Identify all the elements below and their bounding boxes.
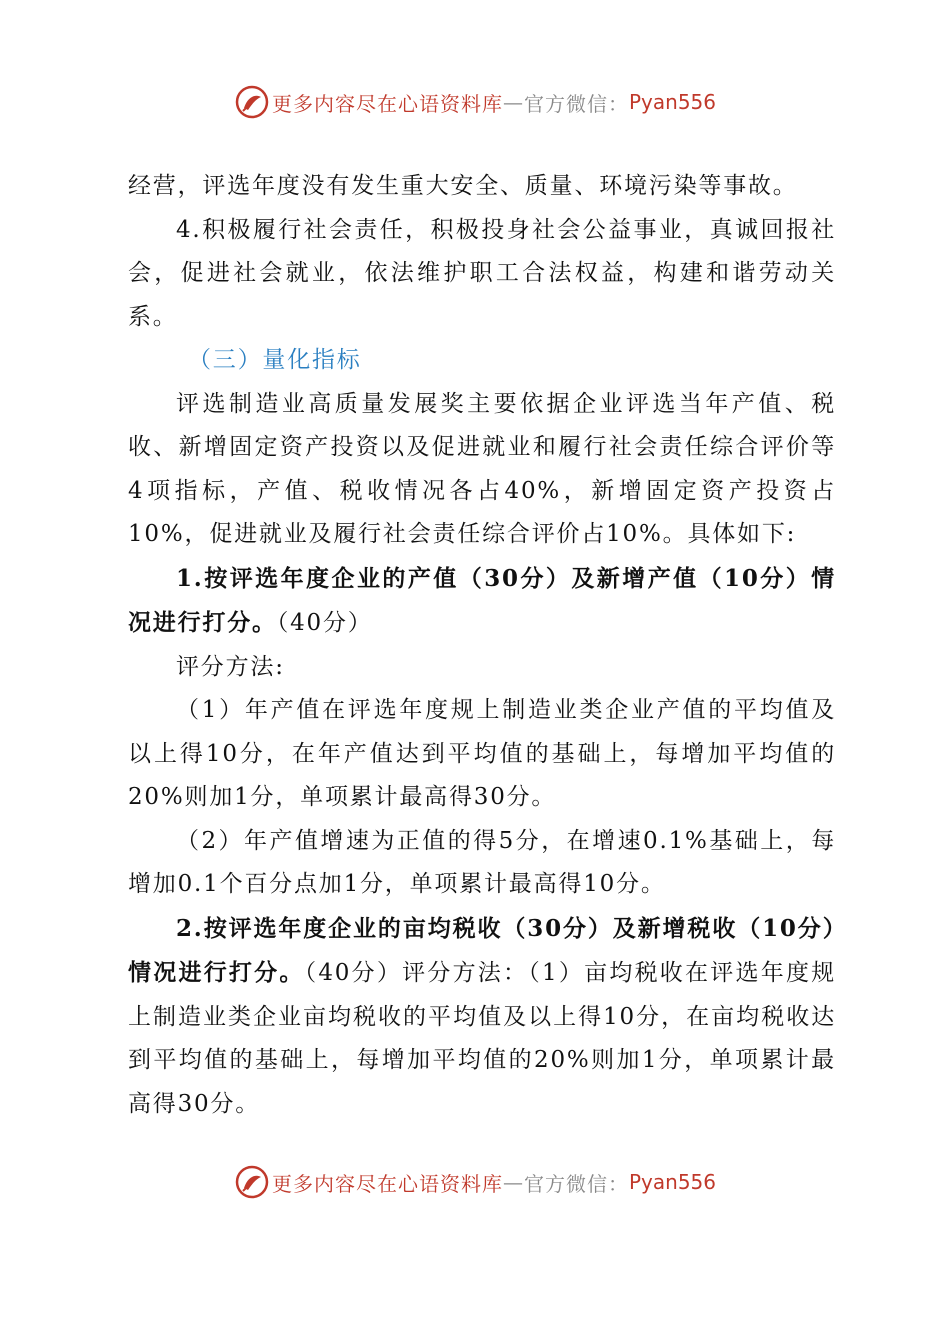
item-1-score: （40分） — [276, 610, 373, 636]
separator-dash: — — [502, 1170, 524, 1194]
paragraph-8 — [128, 907, 836, 1127]
header-watermark-banner — [0, 82, 950, 122]
brand-logo-icon — [234, 1164, 270, 1200]
item-2-title: 2.按评选年度企业的亩均税收（30分）及新增税收（10分）情况进行打分。 — [128, 914, 836, 986]
brand-text: 更多内容尽在心语资料库 — [271, 1171, 503, 1196]
footer-watermark-banner — [0, 1162, 950, 1202]
brand-text: 更多内容尽在心语资料库 — [271, 91, 503, 116]
paragraph-6: （1）年产值在评选年度规上制造业类企业产值的平均值及以上得10分，在年产值达到平均值的基础上，每增加平均值的20%则加1分，单项累计最高得30分。 — [128, 697, 836, 810]
wechat-id: Pyan556 — [628, 90, 716, 114]
wechat-id: Pyan556 — [628, 1170, 716, 1194]
official-label: 官方微信： — [523, 1171, 629, 1196]
paragraph-1: 经营，评选年度没有发生重大安全、质量、环境污染等事故。 — [128, 173, 798, 199]
paragraph-7: （2）年产值增速为正值的得5分，在增速0.1%基础上，每增加0.1个百分点加1分，单项累计最高得10分。 — [128, 827, 836, 897]
paragraph-5: 评分方法: — [176, 653, 285, 680]
separator-dash: — — [502, 90, 524, 114]
paragraph-4 — [128, 557, 836, 646]
item-2-body: （40分）评分方法：（1）亩均税收在评选年度规上制造业类企业亩均税收的平均值及以上得10分，在亩均税收达到平均值的基础上，每增加平均值的20%则加1分，单项累计最高得30分。 — [128, 960, 836, 1117]
official-label: 官方微信： — [523, 91, 629, 116]
document-body — [128, 165, 836, 1126]
item-1-title: 1.按评选年度企业的产值（30分）及新增产值（10分）情况进行打分。 — [128, 564, 836, 636]
paragraph-3: 评选制造业高质量发展奖主要依据企业评选当年产值、税收、新增固定资产投资以及促进就业和履行社会责任综合评价等4项指标，产值、税收情况各占40%，新增固定资产投资占10%，促进就业及履行社会责任综合评价占10%。具体如下: — [128, 390, 836, 547]
brand-logo-icon — [234, 84, 270, 120]
section-heading: （三）量化指标 — [188, 347, 362, 373]
paragraph-2: 4.积极履行社会责任，积极投身社会公益事业，真诚回报社会，促进社会就业，依法维护职工合法权益，构建和谐劳动关系。 — [128, 216, 836, 330]
